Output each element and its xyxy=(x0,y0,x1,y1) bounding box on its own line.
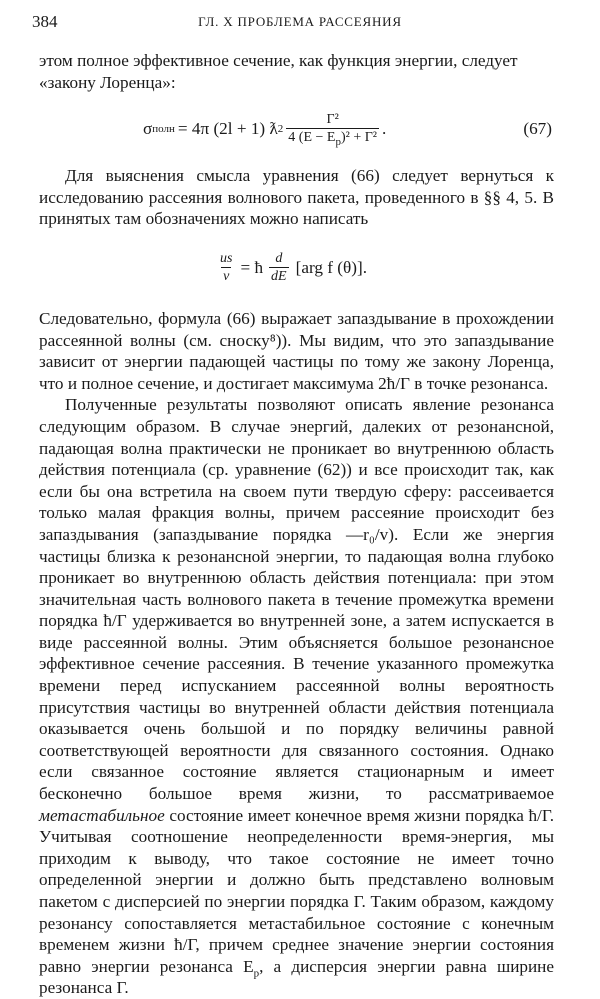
equation-67 xyxy=(39,101,554,157)
equation-delay-formula xyxy=(215,240,367,296)
resonance-text-1: Полученные результаты позволяют описать явление резонанса следующим образом. В случае энергий, далеких от резонансной, падающая волна практически не проникает во внутреннюю область действия потенциала (ср. уравнение (62)) и все происходит так, как если бы она встретила на своем пути твердую сферу: рассеивается только малая фракция волны, причем рассеяние происходит без запаздывания (запаздывание порядка —r₀/v). Если же энергия частицы близка к резонансной энергии, то падающая волна глубоко проникает во внутреннюю область действия потенциала: при этом значительная часть волнового пакета в течение промежутка времени порядка ħ/Γ удерживается во внутренней зоне, а затем испускается в виде рассеянной волны. Этим объясняется большое резонансное эффективное сечение рассеяния. В течение указанного промежутка времени перед испусканием рассеянной волны вероятность присутствия частицы во внутренней области действия потенциала оказывается очень большой и по порядку величины равной соответствующей вероятности для связанного состояния. Однако если связанное состояние является стационарным и имеет бесконечно большое время жизни, то рассматриваемое xyxy=(39,395,554,804)
resonance-text-2: состояние имеет конечное время жизни порядка ħ/Γ. Учитывая соотношение неопределенности время-энергия, мы приходим к выводу, что такое состояние не имеет точно определенной энергии и должно быть представлено волновым пакетом с дисперсией по энергии порядка Γ. Таким образом, каждому резонансу сопоставляется метастабильное состояние с конечным временем жизни ħ/Γ, причем среднее значение энергии состояния равно энергии резонанса E xyxy=(39,805,554,976)
running-title: ГЛ. X ПРОБЛЕМА РАССЕЯНИЯ xyxy=(198,14,402,29)
eq67-lhs: σ xyxy=(143,119,153,139)
eq-delay-equals: = ħ xyxy=(240,258,264,278)
resonance-text-3: , а дисперсия энергии равна ширине резонанса Γ. xyxy=(39,956,555,998)
eq67-rhs: = 4π (2l + 1) ƛ xyxy=(177,119,278,139)
paragraph-conclusion: Следовательно, формула (66) выражает запаздывание в прохождении рассеянной волны (см. сноску⁸)). Мы видим, что это запаздывание зависит от энергии падающей частицы по тому же закону Лоренца, что и полное сечение, и достигает максимума 2ħ/Γ в точке резонанса. xyxy=(39,308,554,393)
equation-67-formula: σ полн = 4π (2l + 1) ƛ 2 $\frac{\text{Γ²}}{4 (E - E_p)^2 + \Gamma^2}$ . xyxy=(143,112,387,148)
paragraph-explanation: Для выяснения смысла уравнения (66) следует вернуться к исследованию рассеяния волнового пакета, проведенного в §§ 4, 5. В принятых там обозначениях можно написать xyxy=(39,166,554,229)
intro-line-1: этом полное эффективное сечение, как функция энергии, следует xyxy=(39,51,518,70)
eq-delay-frac2-den: dE xyxy=(271,268,287,284)
eq-delay-tail: [arg f (θ)]. xyxy=(295,258,367,278)
resonance-italic-term: метастабильное xyxy=(39,805,165,825)
eq-delay-frac1-num: us xyxy=(220,250,233,266)
page-number: 384 xyxy=(32,12,58,31)
eq67-period: . xyxy=(382,119,387,139)
paragraph-resonance xyxy=(39,394,554,999)
intro-line-2: «закону Лоренца»: xyxy=(39,72,176,92)
page-header xyxy=(32,12,568,32)
eq-delay-fraction-2 xyxy=(269,251,289,285)
eq-delay-frac1-den: v xyxy=(223,268,230,284)
equation-number: (67) xyxy=(523,119,552,139)
eq67-denominator: 4 $(E - E_p)^2 + \Gamma^2$ xyxy=(288,130,377,148)
eq67-fraction xyxy=(286,112,379,146)
eq-delay-fraction-1 xyxy=(218,251,234,285)
eq-delay-frac2-num: d xyxy=(275,250,283,266)
equation-delay xyxy=(39,236,554,300)
page-body xyxy=(39,50,554,999)
resonance-sub: p xyxy=(253,967,260,980)
paragraph-intro xyxy=(39,50,554,93)
eq67-numerator: Γ² xyxy=(326,112,339,128)
